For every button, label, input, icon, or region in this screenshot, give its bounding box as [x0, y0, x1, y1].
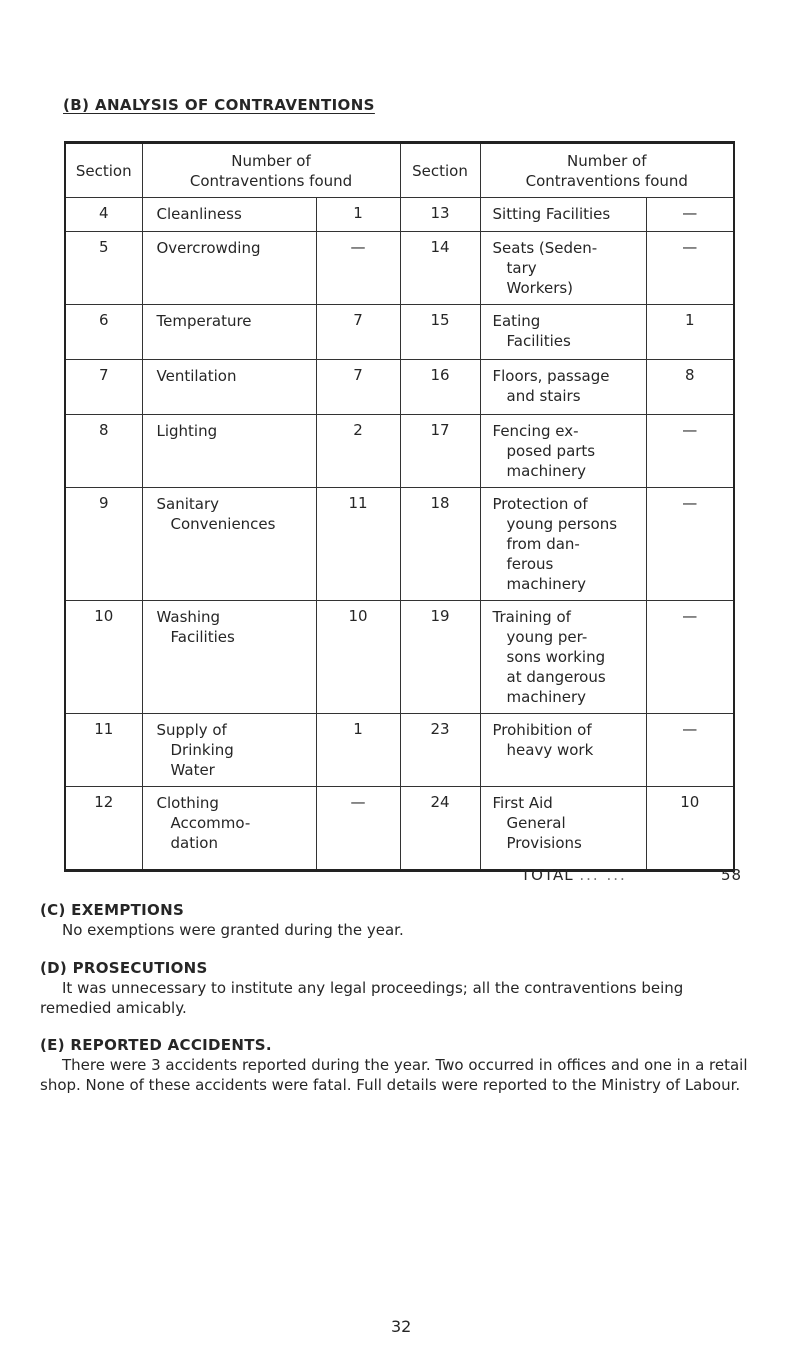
- left-contravention-name: [142, 305, 316, 360]
- left-contravention-name: [142, 415, 316, 488]
- name-line: Sitting Facilities: [492, 205, 611, 223]
- right-count: —: [646, 415, 734, 488]
- name-line: Clothing: [156, 794, 219, 812]
- right-contravention-name: [480, 415, 646, 488]
- name-line: Workers): [506, 279, 574, 297]
- name-line: Washing: [156, 608, 221, 626]
- left-count: —: [316, 787, 400, 871]
- name-line: Facilities: [506, 332, 571, 350]
- right-count: —: [646, 714, 734, 787]
- name-line: sons working: [506, 648, 606, 666]
- accidents-body: There were 3 accidents reported during the year. Two occurred in offices and one in a retail shop. None of these accidents were fatal. Full details were reported to the Ministry of Labour.: [40, 1056, 748, 1094]
- name-line: General: [506, 814, 566, 832]
- right-count: 1: [646, 305, 734, 360]
- page-heading: (B) ANALYSIS OF CONTRAVENTIONS: [63, 96, 375, 114]
- left-contravention-name: [142, 787, 316, 871]
- left-contravention-name: [142, 198, 316, 232]
- name-line: heavy work: [506, 741, 594, 759]
- name-line: Training of: [492, 608, 571, 626]
- name-line: machinery: [506, 688, 587, 706]
- right-contravention-name: [480, 601, 646, 714]
- name-line: and stairs: [506, 387, 581, 405]
- prosecutions-section: [40, 958, 750, 1018]
- right-contravention-name: [480, 360, 646, 415]
- name-line: Eating: [492, 312, 541, 330]
- right-section-number: 16: [400, 360, 480, 415]
- left-section-number: 7: [65, 360, 142, 415]
- right-count: 8: [646, 360, 734, 415]
- name-line: Ventilation: [156, 367, 237, 385]
- left-contravention-name: [142, 488, 316, 601]
- name-line: Provisions: [506, 834, 582, 852]
- name-line: young per-: [506, 628, 588, 646]
- name-line: machinery: [506, 462, 587, 480]
- table-row: [65, 415, 734, 488]
- header-section-right: Section: [400, 143, 480, 198]
- right-section-number: 13: [400, 198, 480, 232]
- right-contravention-name: [480, 714, 646, 787]
- right-count: —: [646, 232, 734, 305]
- page-number: 32: [391, 1317, 412, 1336]
- name-line: young persons: [506, 515, 618, 533]
- right-section-number: 19: [400, 601, 480, 714]
- name-line: Prohibition of: [492, 721, 592, 739]
- right-contravention-name: [480, 232, 646, 305]
- table-row: [65, 232, 734, 305]
- left-count: 2: [316, 415, 400, 488]
- name-line: from dan-: [506, 535, 580, 553]
- left-section-number: 11: [65, 714, 142, 787]
- accidents-title: (E) REPORTED ACCIDENTS.: [40, 1036, 272, 1054]
- left-count: 1: [316, 198, 400, 232]
- name-line: posed parts: [506, 442, 596, 460]
- right-section-number: 14: [400, 232, 480, 305]
- name-line: Overcrowding: [156, 239, 261, 257]
- name-line: Facilities: [170, 628, 235, 646]
- right-section-number: 24: [400, 787, 480, 871]
- left-section-number: 12: [65, 787, 142, 871]
- header-number-of: Number of: [231, 151, 311, 170]
- total-value: 58: [721, 866, 743, 884]
- name-line: machinery: [506, 575, 587, 593]
- name-line: Protection of: [492, 495, 588, 513]
- right-section-number: 17: [400, 415, 480, 488]
- left-section-number: 9: [65, 488, 142, 601]
- left-count: —: [316, 232, 400, 305]
- table-row: [65, 601, 734, 714]
- header-number-of: Number of: [567, 151, 647, 170]
- right-count: —: [646, 601, 734, 714]
- left-section-number: 5: [65, 232, 142, 305]
- right-contravention-name: [480, 198, 646, 232]
- left-contravention-name: [142, 601, 316, 714]
- exemptions-title: (C) EXEMPTIONS: [40, 901, 185, 919]
- accidents-section: [40, 1035, 750, 1095]
- left-section-number: 4: [65, 198, 142, 232]
- table-row: [65, 198, 734, 232]
- right-section-number: 23: [400, 714, 480, 787]
- total-line: [521, 866, 743, 884]
- left-count: 7: [316, 305, 400, 360]
- prosecutions-title: (D) PROSECUTIONS: [40, 959, 208, 977]
- left-contravention-name: [142, 232, 316, 305]
- name-line: tary: [506, 259, 537, 277]
- name-line: Supply of: [156, 721, 227, 739]
- right-count: 10: [646, 787, 734, 871]
- name-line: Drinking: [170, 741, 234, 759]
- header-contraventions-right: [480, 143, 734, 198]
- contraventions-table: [64, 141, 735, 872]
- name-line: Conveniences: [170, 515, 276, 533]
- name-line: Lighting: [156, 422, 218, 440]
- name-line: Water: [170, 761, 215, 779]
- left-contravention-name: [142, 360, 316, 415]
- name-line: First Aid: [492, 794, 553, 812]
- table-row: [65, 787, 734, 871]
- table-header-row: [65, 143, 734, 198]
- name-line: Accommo-: [170, 814, 251, 832]
- total-label: TOTAL: [521, 866, 574, 884]
- table-row: [65, 714, 734, 787]
- header-contraventions-found: Contraventions found: [525, 171, 688, 190]
- left-count: 10: [316, 601, 400, 714]
- header-contraventions-found: Contraventions found: [189, 171, 353, 190]
- left-section-number: 6: [65, 305, 142, 360]
- header-section-left: Section: [65, 143, 142, 198]
- name-line: ferous: [506, 555, 554, 573]
- right-count: —: [646, 488, 734, 601]
- name-line: at dangerous: [506, 668, 606, 686]
- table-row: [65, 488, 734, 601]
- left-section-number: 8: [65, 415, 142, 488]
- right-contravention-name: [480, 787, 646, 871]
- table-row: [65, 360, 734, 415]
- right-section-number: 18: [400, 488, 480, 601]
- header-contraventions-left: [142, 143, 400, 198]
- name-line: dation: [170, 834, 218, 852]
- right-count: —: [646, 198, 734, 232]
- name-line: Fencing ex-: [492, 422, 579, 440]
- left-section-number: 10: [65, 601, 142, 714]
- left-contravention-name: [142, 714, 316, 787]
- name-line: Sanitary: [156, 495, 220, 513]
- left-count: 1: [316, 714, 400, 787]
- exemptions-section: [40, 900, 750, 940]
- prosecutions-body: It was unnecessary to institute any legal proceedings; all the contraventions being remedied amicably.: [40, 979, 684, 1017]
- left-count: 11: [316, 488, 400, 601]
- total-dots: ... ...: [579, 866, 627, 884]
- name-line: Temperature: [156, 312, 252, 330]
- exemptions-body: No exemptions were granted during the year.: [62, 921, 404, 939]
- right-section-number: 15: [400, 305, 480, 360]
- right-contravention-name: [480, 305, 646, 360]
- name-line: Seats (Seden-: [492, 239, 598, 257]
- name-line: Floors, passage: [492, 367, 610, 385]
- table-row: [65, 305, 734, 360]
- right-contravention-name: [480, 488, 646, 601]
- left-count: 7: [316, 360, 400, 415]
- name-line: Cleanliness: [156, 205, 242, 223]
